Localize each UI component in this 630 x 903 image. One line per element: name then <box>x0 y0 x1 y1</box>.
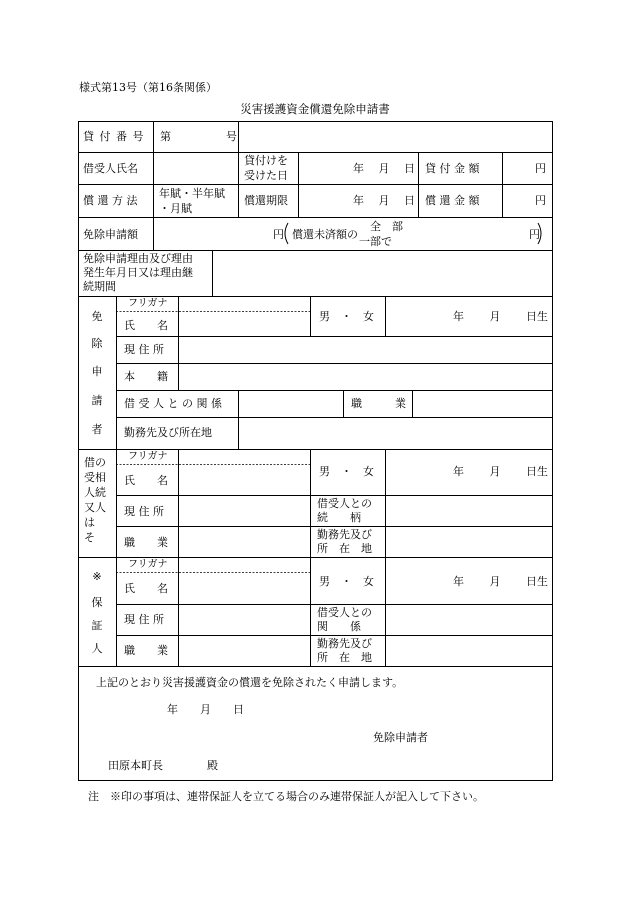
repay-method-option-1[interactable]: 年賦・半年賦 <box>159 187 225 200</box>
unpaid-prefix: 償還未済額の <box>292 228 358 241</box>
applicant-signature-label[interactable]: 免除申請者 <box>373 731 428 744</box>
applicant-side-5: 者 <box>91 423 103 436</box>
borrower-name-label: 借受人氏名 <box>83 162 138 175</box>
reason-label-2: 発生年月日又は理由継 <box>83 266 193 279</box>
loan-date-value[interactable]: 年 月 日 <box>353 162 415 175</box>
applicant-side-4: 請 <box>91 394 103 407</box>
repay-amount-label: 償 還 金 額 <box>425 194 480 207</box>
guarantor-relation-label-1: 借受人との <box>317 606 372 619</box>
heir-birth[interactable]: 年 月 日生 <box>453 465 548 478</box>
applicant-side-1: 免 <box>91 310 103 323</box>
guarantor-furigana-label: フリガナ <box>128 559 168 570</box>
heir-relation-label-2: 続 柄 <box>317 511 361 524</box>
heir-furigana-label: フリガナ <box>128 451 168 462</box>
heir-side-5: は <box>84 516 95 529</box>
heir-side-4: 又人 <box>84 501 106 514</box>
applicant-domicile-label: 本 籍 <box>124 370 168 383</box>
form-title: 災害援護資金償還免除申請書 <box>240 102 390 116</box>
guarantor-side-2: 保 <box>91 596 103 609</box>
guarantor-side-1: ※ <box>92 570 102 583</box>
addressee: 田原本町長 殿 <box>108 759 218 772</box>
applicant-occupation-label: 職 業 <box>351 397 406 410</box>
applicant-side-2: 除 <box>91 337 103 350</box>
applicant-furigana-label: フリガナ <box>128 298 168 309</box>
guarantor-birth[interactable]: 年 月 日生 <box>453 575 548 588</box>
heir-side-6: そ <box>84 531 95 544</box>
guarantor-sex[interactable]: 男 ・ 女 <box>319 575 374 588</box>
applicant-name-label: 氏 名 <box>124 319 168 332</box>
form-reference: 様式第13号（第16条関係） <box>79 81 217 94</box>
heir-workplace-label-2: 所 在 地 <box>317 542 372 555</box>
applicant-side-3: 申 <box>91 365 103 378</box>
guarantor-name-label: 氏 名 <box>124 582 168 595</box>
loan-amount-label: 貸 付 金 額 <box>425 162 480 175</box>
exempt-amount-label: 免除申請額 <box>83 228 138 241</box>
applicant-relation-label: 借 受 人 と の 関 係 <box>124 397 222 410</box>
loan-date-label-2: 受けた日 <box>244 169 288 182</box>
guarantor-occupation-label: 職 業 <box>124 644 168 657</box>
heir-relation-label-1: 借受人との <box>317 497 372 510</box>
heir-side-1: 借の <box>84 456 106 469</box>
reason-label-1: 免除申請理由及び理由 <box>83 252 193 265</box>
loan-date-label-1: 貸付けを <box>244 154 288 167</box>
heir-address-label: 現 住 所 <box>124 505 164 518</box>
unpaid-yen-unit[interactable]: 円 <box>529 228 540 241</box>
application-date[interactable]: 年 月 日 <box>167 703 244 716</box>
loan-amount-unit[interactable]: 円 <box>535 162 546 175</box>
heir-sex[interactable]: 男 ・ 女 <box>319 465 374 478</box>
guarantor-relation-label-2: 関 係 <box>317 620 361 633</box>
heir-occupation-label: 職 業 <box>124 536 168 549</box>
guarantor-side-4: 人 <box>91 642 103 655</box>
loan-number-label: 貸 付 番 号 <box>83 130 145 143</box>
repay-method-option-2[interactable]: ・月賦 <box>159 202 192 215</box>
applicant-address-label: 現 住 所 <box>124 343 164 356</box>
all-option[interactable]: 全 部 <box>370 220 403 233</box>
heir-workplace-label-1: 勤務先及び <box>317 528 372 541</box>
footnote: 注 ※印の事項は、連帯保証人を立てる場合のみ連帯保証人が記入して下さい。 <box>88 790 484 803</box>
loan-number-field[interactable]: 第 号 <box>160 130 237 143</box>
applicant-workplace-label: 勤務先及び所在地 <box>124 426 212 439</box>
repay-period-label: 償還期限 <box>244 194 288 207</box>
guarantor-workplace-label-1: 勤務先及び <box>317 637 372 650</box>
exempt-yen-unit[interactable]: 円 <box>273 228 284 241</box>
applicant-birth[interactable]: 年 月 日生 <box>453 310 548 323</box>
part-option[interactable]: 一部で <box>359 235 392 248</box>
guarantor-address-label: 現 住 所 <box>124 613 164 626</box>
declaration-text: 上記のとおり災害援護資金の償還を免除されたく申請します。 <box>96 676 404 689</box>
repay-amount-unit[interactable]: 円 <box>535 194 546 207</box>
guarantor-workplace-label-2: 所 在 地 <box>317 651 372 664</box>
repay-method-label: 償 還 方 法 <box>83 194 138 207</box>
guarantor-side-3: 証 <box>91 619 103 632</box>
heir-side-3: 人続 <box>84 486 106 499</box>
repay-period-value[interactable]: 年 月 日 <box>353 194 415 207</box>
heir-name-label: 氏 名 <box>124 474 168 487</box>
heir-side-2: 受相 <box>84 471 106 484</box>
applicant-sex[interactable]: 男 ・ 女 <box>319 310 374 323</box>
reason-label-3: 続期間 <box>83 280 116 293</box>
